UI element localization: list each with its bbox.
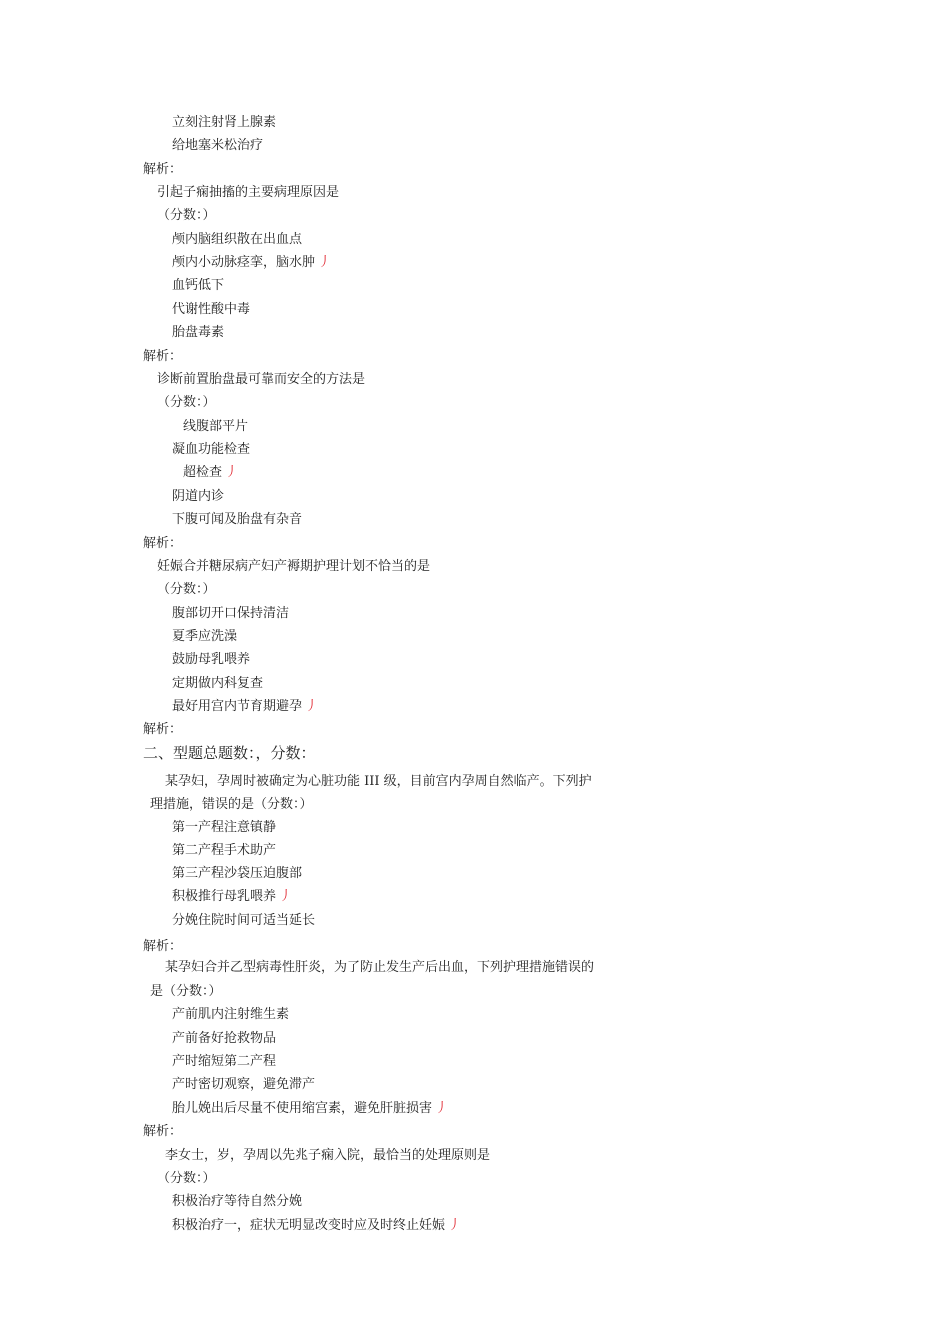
question-text: 引起子痫抽搐的主要病理原因是 bbox=[157, 185, 340, 200]
score-label: （分数：） bbox=[157, 1171, 216, 1186]
option-line: 产时密切观察，避免滞产 bbox=[172, 1077, 316, 1092]
score-label: （分数：） bbox=[157, 208, 216, 223]
analysis-label: 解析： bbox=[143, 349, 183, 364]
option-line-correct: 积极推行母乳喂养 丿 bbox=[172, 889, 293, 904]
section-heading: 二、型题总题数：，分数： bbox=[143, 744, 316, 762]
option-line: 鼓励母乳喂养 bbox=[172, 652, 251, 667]
correct-answer-mark: 丿 bbox=[448, 1218, 462, 1233]
question-text-continued: 是（分数：） bbox=[150, 984, 222, 999]
question-text: 妊娠合并糖尿病产妇产褥期护理计划不恰当的是 bbox=[157, 559, 431, 574]
correct-answer-mark: 丿 bbox=[225, 465, 239, 480]
option-text: 立刻注射肾上腺素 bbox=[172, 115, 277, 130]
option-line-correct: 颅内小动脉痉挛，脑水肿 丿 bbox=[172, 255, 332, 270]
option-line: 胎盘毒素 bbox=[172, 325, 225, 340]
option-line: 第一产程注意镇静 bbox=[172, 820, 277, 835]
analysis-label: 解析： bbox=[143, 1124, 183, 1139]
option-line bbox=[172, 137, 263, 155]
option-line: 产时缩短第二产程 bbox=[172, 1054, 277, 1069]
option-line-correct: 积极治疗一，症状无明显改变时应及时终止妊娠 丿 bbox=[172, 1218, 462, 1233]
analysis-label: 解析： bbox=[143, 162, 183, 177]
option-line: 腹部切开口保持清洁 bbox=[172, 606, 290, 621]
correct-answer-mark: 丿 bbox=[279, 889, 293, 904]
question-text: 某孕妇合并乙型病毒性肝炎，为了防止发生产后出血，下列护理措施错误的 bbox=[165, 960, 595, 975]
analysis-label: 解析： bbox=[143, 722, 183, 737]
option-line: 产前备好抢救物品 bbox=[172, 1031, 277, 1046]
question-text: 李女士，岁，孕周以先兆子痫入院，最恰当的处理原则是 bbox=[165, 1148, 491, 1163]
option-line: 颅内脑组织散在出血点 bbox=[172, 232, 303, 247]
option-line: 积极治疗等待自然分娩 bbox=[172, 1194, 303, 1209]
option-line: 阴道内诊 bbox=[172, 489, 225, 504]
option-line: 第二产程手术助产 bbox=[172, 843, 277, 858]
option-line: 定期做内科复查 bbox=[172, 676, 264, 691]
option-line-correct: 胎儿娩出后尽量不使用缩宫素，避免肝脏损害 丿 bbox=[172, 1101, 449, 1116]
option-line-correct: 超检查 丿 bbox=[183, 465, 239, 480]
question-text-continued: 理措施，错误的是（分数：） bbox=[150, 797, 313, 812]
option-line: 下腹可闻及胎盘有杂音 bbox=[172, 512, 303, 527]
option-line: 血钙低下 bbox=[172, 278, 225, 293]
analysis-label: 解析： bbox=[143, 536, 183, 551]
correct-answer-mark: 丿 bbox=[435, 1101, 449, 1116]
option-line: 第三产程沙袋压迫腹部 bbox=[172, 866, 303, 881]
correct-answer-mark: 丿 bbox=[305, 699, 319, 714]
option-line: 线腹部平片 bbox=[183, 419, 249, 434]
score-label: （分数：） bbox=[157, 582, 216, 597]
option-text: 给地塞米松治疗 bbox=[172, 138, 264, 153]
option-line: 代谢性酸中毒 bbox=[172, 302, 251, 317]
option-line: 凝血功能检查 bbox=[172, 442, 251, 457]
option-line bbox=[172, 114, 276, 132]
option-line: 夏季应洗澡 bbox=[172, 629, 238, 644]
option-line: 分娩住院时间可适当延长 bbox=[172, 913, 316, 928]
option-line: 产前肌内注射维生素 bbox=[172, 1007, 290, 1022]
analysis-label: 解析： bbox=[143, 939, 183, 954]
question-text: 诊断前置胎盘最可靠而安全的方法是 bbox=[157, 372, 366, 387]
score-label: （分数：） bbox=[157, 395, 216, 410]
question-text: 某孕妇，孕周时被确定为心脏功能 III 级，目前宫内孕周自然临产。下列护 bbox=[165, 774, 592, 789]
correct-answer-mark: 丿 bbox=[318, 255, 332, 270]
option-line-correct: 最好用宫内节育期避孕 丿 bbox=[172, 699, 319, 714]
